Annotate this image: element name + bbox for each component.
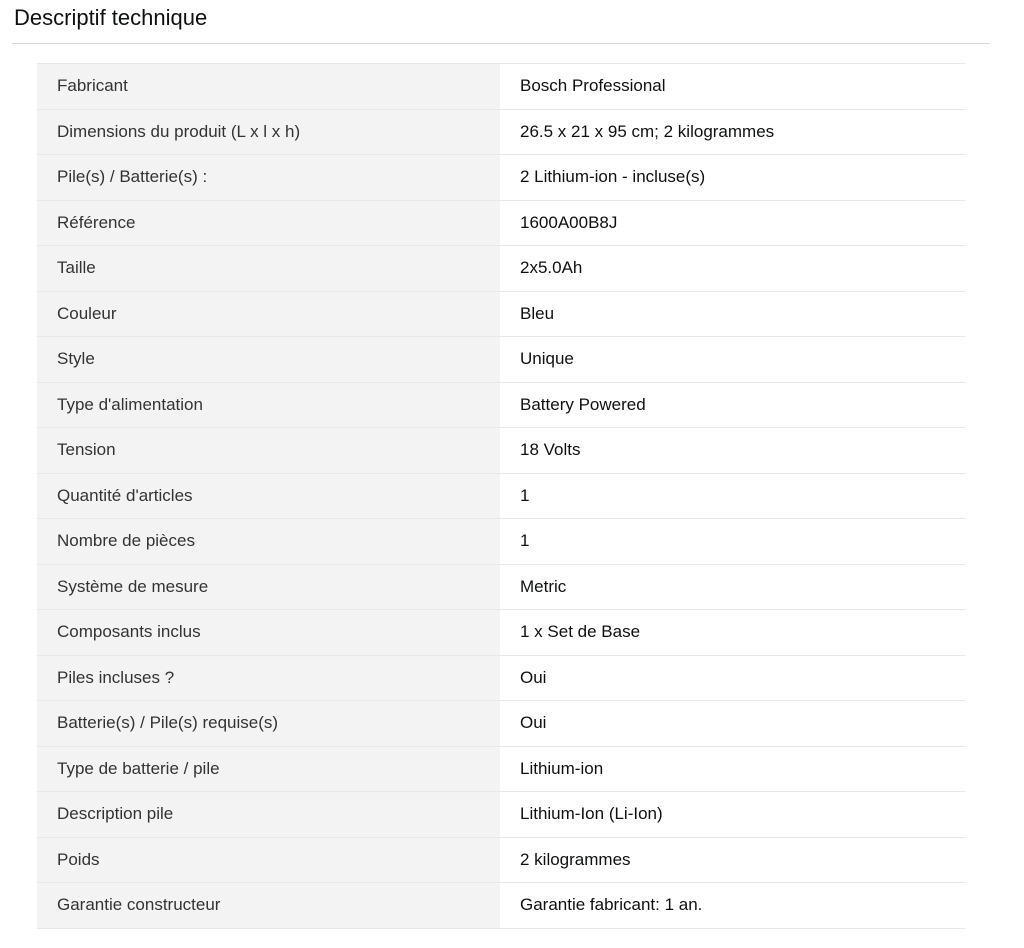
spec-key: Référence: [37, 200, 500, 246]
spec-key: Piles incluses ?: [37, 655, 500, 701]
spec-value: Bosch Professional: [500, 64, 965, 110]
table-row: [37, 792, 965, 838]
spec-key: Description pile: [37, 792, 500, 838]
spec-value: Unique: [500, 337, 965, 383]
table-row: [37, 109, 965, 155]
spec-key: Type d'alimentation: [37, 382, 500, 428]
spec-value: 1: [500, 473, 965, 519]
spec-value: Metric: [500, 564, 965, 610]
spec-key: Poids: [37, 837, 500, 883]
table-row: [37, 382, 965, 428]
table-row: [37, 291, 965, 337]
table-row: [37, 701, 965, 747]
table-row: [37, 473, 965, 519]
table-row: [37, 428, 965, 474]
spec-key: Tension: [37, 428, 500, 474]
spec-key: Système de mesure: [37, 564, 500, 610]
spec-value: 2 kilogrammes: [500, 837, 965, 883]
tech-specs-body: [37, 64, 965, 929]
spec-key: Composants inclus: [37, 610, 500, 656]
tech-specs-table: [37, 63, 965, 929]
spec-value: Oui: [500, 701, 965, 747]
spec-value: 26.5 x 21 x 95 cm; 2 kilogrammes: [500, 109, 965, 155]
spec-key: Pile(s) / Batterie(s) :: [37, 155, 500, 201]
table-row: [37, 837, 965, 883]
section-header: [12, 0, 990, 44]
spec-value: 18 Volts: [500, 428, 965, 474]
spec-key: Fabricant: [37, 64, 500, 110]
spec-key: Quantité d'articles: [37, 473, 500, 519]
spec-value: 1: [500, 519, 965, 565]
table-row: [37, 200, 965, 246]
table-row: [37, 655, 965, 701]
table-row: [37, 519, 965, 565]
spec-value: Oui: [500, 655, 965, 701]
spec-value: 1600A00B8J: [500, 200, 965, 246]
table-row: [37, 746, 965, 792]
spec-key: Type de batterie / pile: [37, 746, 500, 792]
table-row: [37, 155, 965, 201]
spec-value: Battery Powered: [500, 382, 965, 428]
section-title: Descriptif technique: [14, 5, 208, 30]
spec-key: Batterie(s) / Pile(s) requise(s): [37, 701, 500, 747]
spec-value: Lithium-ion: [500, 746, 965, 792]
spec-key: Nombre de pièces: [37, 519, 500, 565]
spec-value: Garantie fabricant: 1 an.: [500, 883, 965, 929]
table-row: [37, 610, 965, 656]
spec-value: Lithium-Ion (Li-Ion): [500, 792, 965, 838]
spec-key: Taille: [37, 246, 500, 292]
spec-key: Style: [37, 337, 500, 383]
spec-value: 1 x Set de Base: [500, 610, 965, 656]
table-row: [37, 64, 965, 110]
spec-key: Couleur: [37, 291, 500, 337]
table-row: [37, 337, 965, 383]
spec-value: Bleu: [500, 291, 965, 337]
spec-key: Garantie constructeur: [37, 883, 500, 929]
table-row: [37, 883, 965, 929]
spec-key: Dimensions du produit (L x l x h): [37, 109, 500, 155]
table-row: [37, 246, 965, 292]
table-row: [37, 564, 965, 610]
spec-value: 2x5.0Ah: [500, 246, 965, 292]
spec-value: 2 Lithium-ion - incluse(s): [500, 155, 965, 201]
